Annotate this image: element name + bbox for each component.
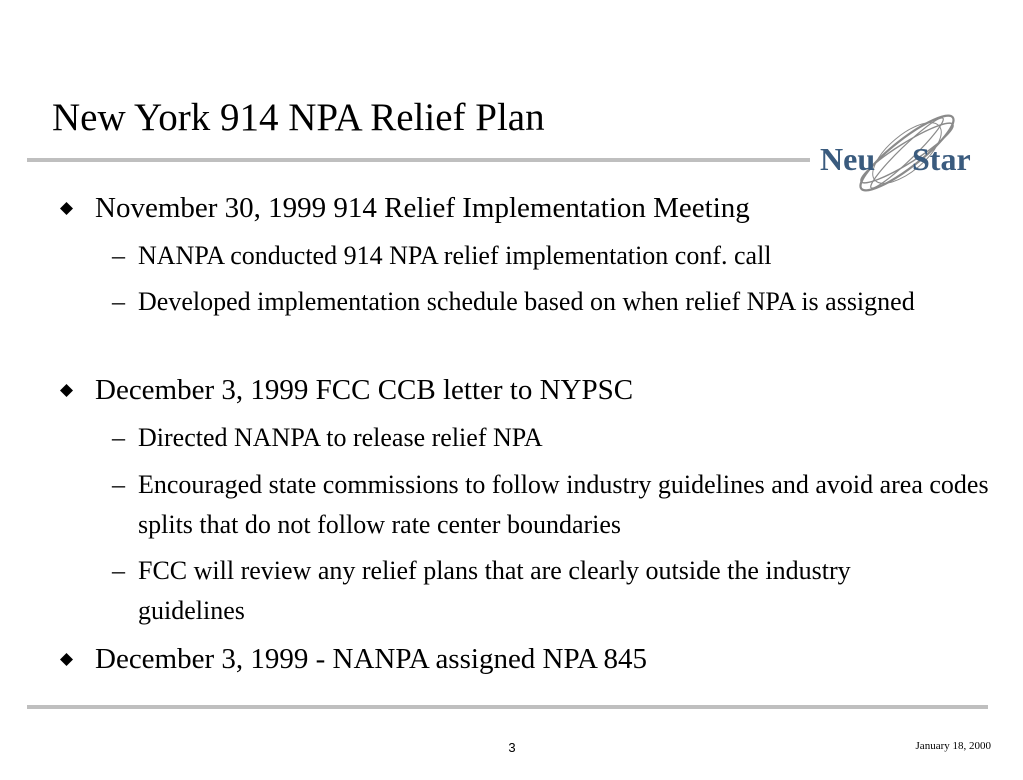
sub-bullet-text: Encouraged state commissions to follow industry guidelines and avoid area codes splits that do not follow rate center boundaries xyxy=(138,470,989,539)
footer-date: January 18, 2000 xyxy=(915,740,991,752)
footer-divider xyxy=(27,705,988,709)
diamond-bullet-icon xyxy=(60,384,73,397)
sub-bullet-text: Directed NANPA to release relief NPA xyxy=(138,423,543,452)
dash-marker: – xyxy=(112,423,125,452)
sub-bullet-text: Developed implementation schedule based on when relief NPA is assigned xyxy=(138,287,915,316)
sub-bullet-text: FCC will review any relief plans that are clearly outside the industry guidelines xyxy=(138,556,851,625)
logo-text-neu: Neu xyxy=(820,141,876,177)
dash-marker: – xyxy=(112,241,125,270)
neustar-logo xyxy=(812,108,997,208)
bullet-text: December 3, 1999 - NANPA assigned NPA 845 xyxy=(95,643,648,675)
page-number: 3 xyxy=(508,740,516,755)
bullet-text: November 30, 1999 914 Relief Implementation Meeting xyxy=(95,192,750,224)
dash-marker: – xyxy=(112,287,125,316)
dash-marker: – xyxy=(112,556,125,585)
slide-title: New York 914 NPA Relief Plan xyxy=(52,96,545,139)
bullet-text: December 3, 1999 FCC CCB letter to NYPSC xyxy=(95,374,634,406)
diamond-bullet-icon xyxy=(60,653,73,666)
dash-marker: – xyxy=(112,470,125,499)
sub-bullet-text: NANPA conducted 914 NPA relief implementation conf. call xyxy=(138,241,772,270)
diamond-bullet-icon xyxy=(60,202,73,215)
logo-text-star: Star xyxy=(912,141,971,177)
title-divider xyxy=(27,158,810,162)
